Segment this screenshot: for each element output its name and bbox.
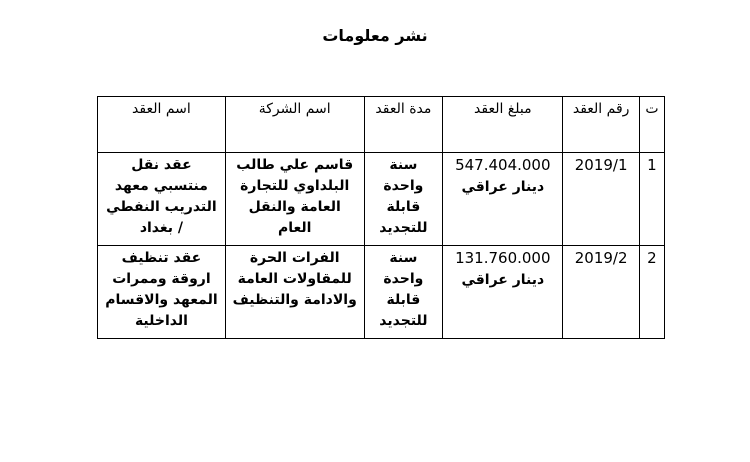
contract-number-value: 2019/2 — [574, 249, 628, 267]
table-row — [98, 246, 665, 339]
amount-value: 547.404.000 — [455, 156, 551, 174]
table-header-row — [98, 97, 665, 153]
amount-value: 131.760.000 — [455, 249, 551, 267]
seq-value: 1 — [647, 156, 657, 174]
contracts-table — [97, 96, 665, 339]
cell-company-name: قاسم علي طالب البلداوي للتجارة العامة والنقل العام — [225, 153, 364, 246]
header-contract-duration: مدة العقد — [364, 97, 443, 153]
cell-contract-duration: سنة واحدة قابلة للتجديد — [364, 153, 443, 246]
cell-contract-duration: سنة واحدة قابلة للتجديد — [364, 246, 443, 339]
header-seq: ت — [639, 97, 664, 153]
document-title: نشر معلومات — [322, 26, 428, 45]
cell-contract-number — [563, 153, 639, 246]
header-contract-amount: مبلغ العقد — [443, 97, 563, 153]
amount-currency: دينار عراقي — [461, 179, 545, 195]
amount-currency: دينار عراقي — [461, 272, 545, 288]
seq-value: 2 — [647, 249, 657, 267]
cell-company-name: الفرات الحرة للمقاولات العامة والادامة والتنظيف — [225, 246, 364, 339]
cell-seq — [639, 153, 664, 246]
cell-contract-name: عقد تنظيف اروقة وممرات المعهد والاقسام الداخلية — [98, 246, 226, 339]
cell-contract-amount — [443, 153, 563, 246]
contract-number-value: 2019/1 — [574, 156, 628, 174]
cell-contract-amount — [443, 246, 563, 339]
header-company-name: اسم الشركة — [225, 97, 364, 153]
cell-contract-name: عقد نقل منتسبي معهد التدريب النفطي / بغداد — [98, 153, 226, 246]
cell-contract-number — [563, 246, 639, 339]
table-row — [98, 153, 665, 246]
header-contract-number: رقم العقد — [563, 97, 639, 153]
header-contract-name: اسم العقد — [98, 97, 226, 153]
cell-seq — [639, 246, 664, 339]
